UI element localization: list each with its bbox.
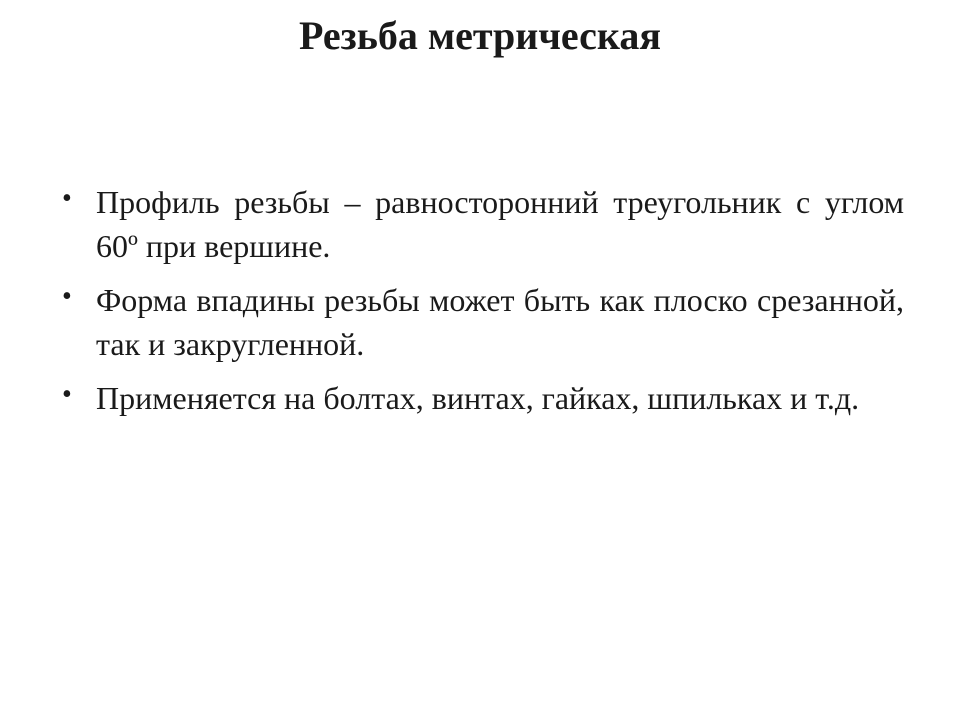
bullet-item [62, 278, 904, 366]
bullet-text: Профиль резьбы – равносторонний треугольник с углом 60º при вершине. [96, 184, 904, 264]
bullet-marker: • [62, 281, 72, 312]
bullet-item [62, 376, 904, 420]
bullet-text: Форма впадины резьбы может быть как плоско срезанной, так и закругленной. [96, 282, 904, 362]
bullet-marker: • [62, 183, 72, 214]
slide-title: Резьба метрическая [299, 13, 661, 58]
bullet-text: Применяется на болтах, винтах, гайках, шпильках и т.д. [96, 380, 860, 416]
bullet-list [62, 180, 904, 430]
bullet-item [62, 180, 904, 268]
bullet-marker: • [62, 379, 72, 410]
